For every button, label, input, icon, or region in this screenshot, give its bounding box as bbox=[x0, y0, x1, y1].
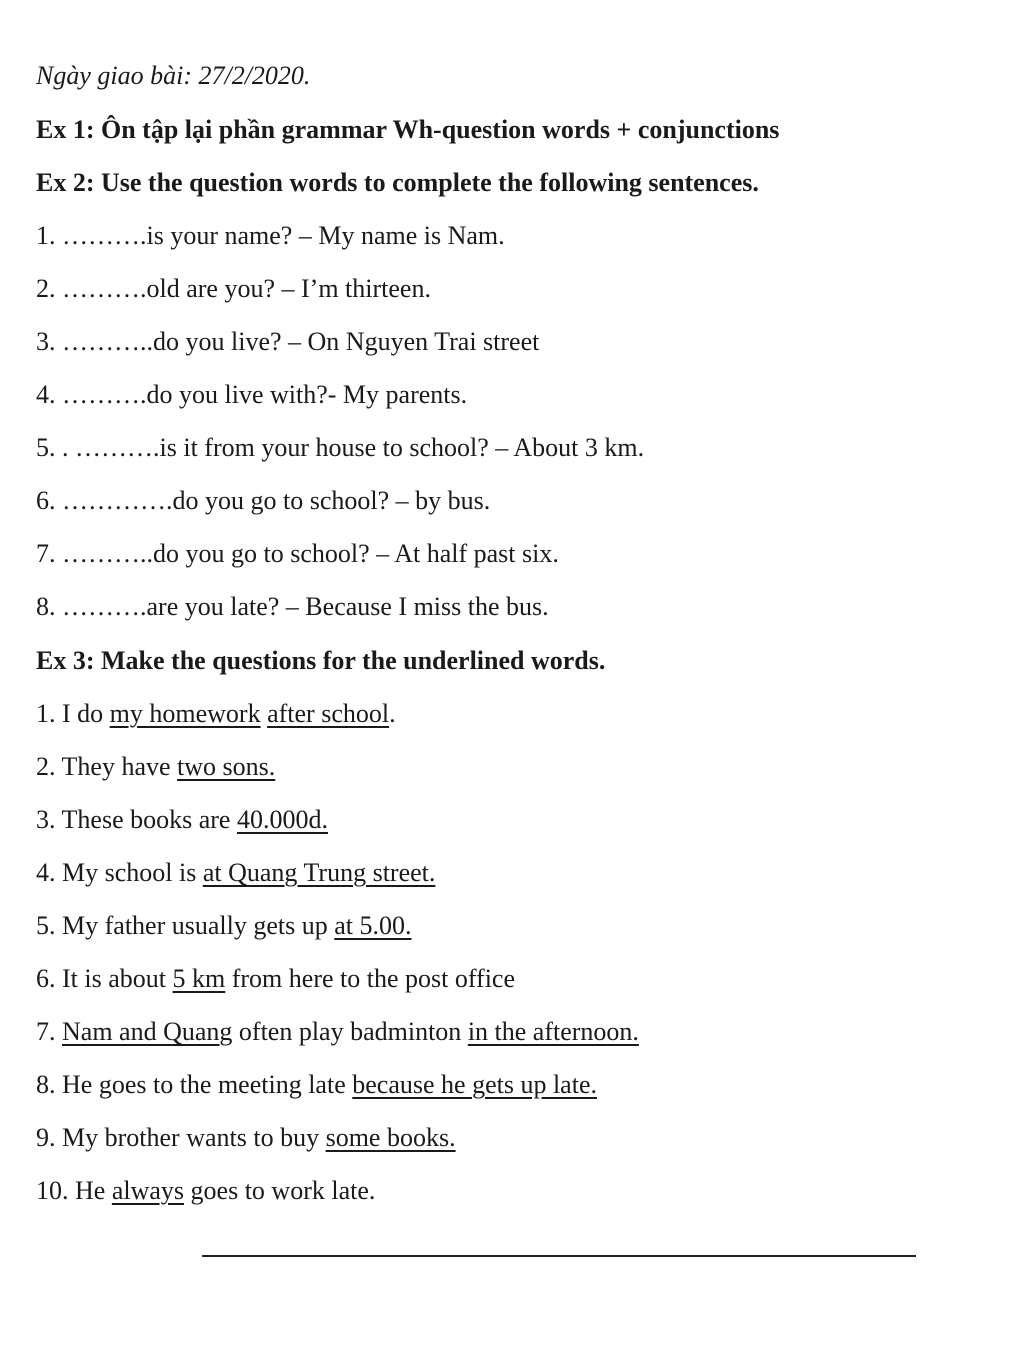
item-text: goes to work late. bbox=[184, 1176, 376, 1205]
underlined-phrase: after school bbox=[267, 699, 390, 728]
item-text: 2. They have bbox=[36, 752, 178, 781]
ex2-item: 1. ……….is your name? – My name is Nam. bbox=[36, 221, 505, 250]
ex3-title: Ex 3: Make the questions for the underlined words. bbox=[36, 646, 606, 675]
item-text: often play badminton bbox=[232, 1017, 468, 1046]
ex2-title: Ex 2: Use the question words to complete the following sentences. bbox=[36, 168, 759, 197]
underlined-phrase: some books. bbox=[325, 1123, 456, 1152]
ex3-item bbox=[36, 751, 275, 783]
ex2-item: 8. ……….are you late? – Because I miss the bus. bbox=[36, 592, 549, 621]
ex2-item: 2. ……….old are you? – I’m thirteen. bbox=[36, 274, 431, 303]
end-divider bbox=[202, 1255, 916, 1257]
ex3-item bbox=[36, 1122, 456, 1154]
ex3-item bbox=[36, 698, 396, 730]
ex2-item: 4. ……….do you live with?- My parents. bbox=[36, 380, 468, 409]
item-text: 9. My brother wants to buy bbox=[36, 1123, 326, 1152]
item-text: from here to the post office bbox=[225, 964, 515, 993]
item-text: 3. These books are bbox=[36, 805, 237, 834]
item-text: 7. bbox=[36, 1017, 62, 1046]
underlined-phrase: two sons. bbox=[177, 752, 276, 781]
ex1-title: Ex 1: Ôn tập lại phần grammar Wh-question words + conjunctions bbox=[36, 115, 780, 144]
item-text: 8. He goes to the meeting late bbox=[36, 1070, 353, 1099]
underlined-phrase: because he gets up late. bbox=[352, 1070, 597, 1099]
underlined-phrase: in the afternoon. bbox=[467, 1017, 639, 1046]
underlined-phrase: Nam and Quang bbox=[62, 1017, 233, 1046]
item-text: 6. It is about bbox=[36, 964, 173, 993]
item-text: 5. My father usually gets up bbox=[36, 911, 335, 940]
item-text: 10. He bbox=[36, 1176, 112, 1205]
ex2-item: 5. . ……….is it from your house to school? – About 3 km. bbox=[36, 433, 645, 462]
ex3-item bbox=[36, 1175, 375, 1207]
item-text: . bbox=[389, 699, 396, 728]
date-line: Ngày giao bài: 27/2/2020. bbox=[36, 61, 311, 90]
ex2-item: 7. ………..do you go to school? – At half past six. bbox=[36, 539, 559, 568]
underlined-phrase: at Quang Trung street. bbox=[202, 858, 436, 887]
ex2-item: 3. ………..do you live? – On Nguyen Trai street bbox=[36, 327, 540, 356]
ex3-item bbox=[36, 1016, 639, 1048]
ex3-item bbox=[36, 1069, 597, 1101]
underlined-phrase: 40.000d. bbox=[236, 805, 328, 834]
ex2-item: 6. ………….do you go to school? – by bus. bbox=[36, 486, 491, 515]
item-text: 4. My school is bbox=[36, 858, 203, 887]
item-text: 1. I do bbox=[36, 699, 110, 728]
underlined-phrase: my homework bbox=[109, 699, 261, 728]
ex3-item bbox=[36, 963, 515, 995]
underlined-phrase: always bbox=[111, 1176, 185, 1205]
underlined-phrase: 5 km bbox=[172, 964, 226, 993]
ex3-item bbox=[36, 910, 412, 942]
underlined-phrase: at 5.00. bbox=[334, 911, 412, 940]
ex3-item bbox=[36, 804, 328, 836]
ex3-item bbox=[36, 857, 435, 889]
